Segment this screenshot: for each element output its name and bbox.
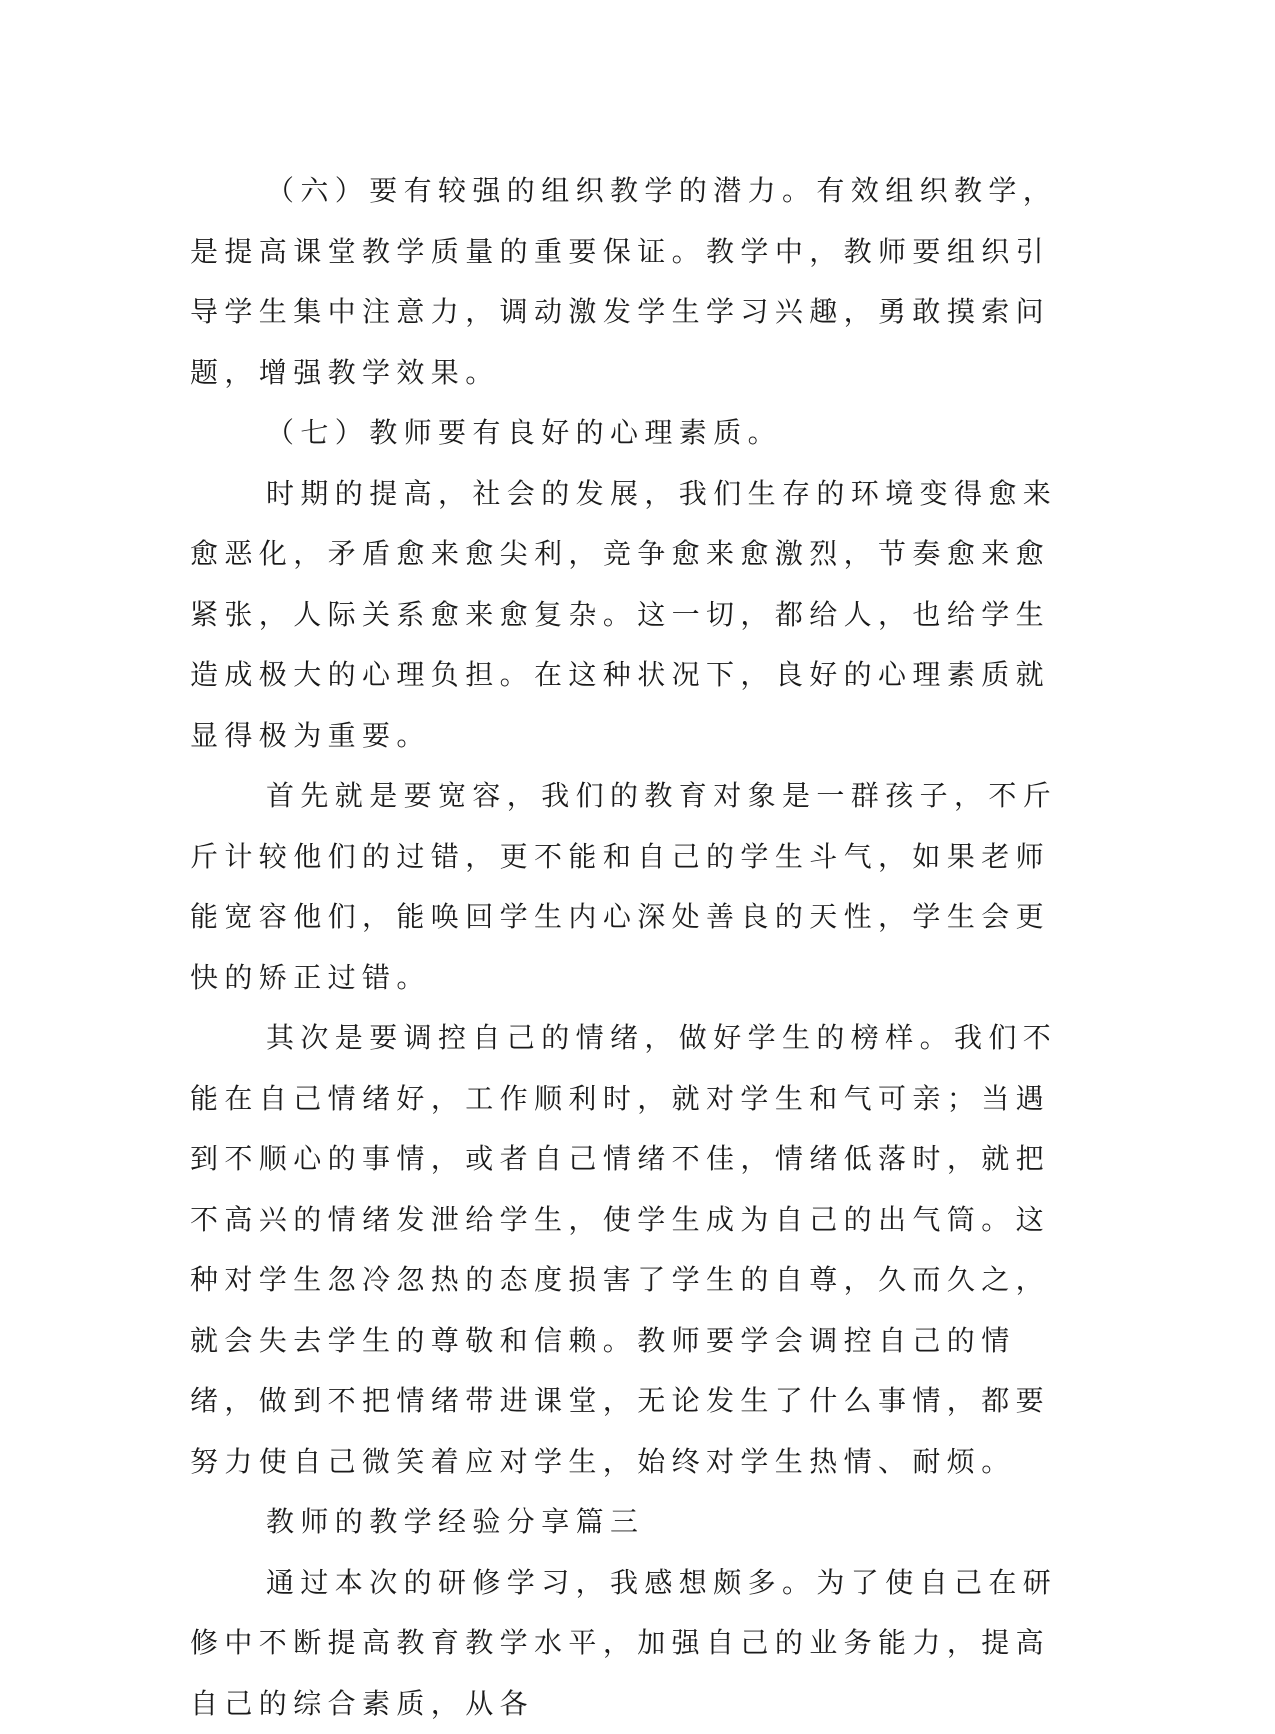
paragraph-psychological-quality	[190, 403, 1080, 464]
text-line: 久而久之，就会失去学生的尊敬和信赖。教师要学会调控自己的情绪	[190, 1263, 1050, 1417]
text-line: 的过错，更不能和自己的学生斗气，如果老师能宽容他们，能唤回学	[190, 840, 1050, 934]
paragraph-era-development	[190, 464, 1080, 767]
text-line: 通过本次的研修学习，我感想颇多。为了使自己在研修中不断提	[190, 1566, 1057, 1660]
text-line: 绪好，工作顺利时，就对学生和气可亲；当遇到不顺心的事情，或者	[190, 1082, 1050, 1176]
text-line: 自己情绪不佳，情绪低落时，就把不高兴的情绪发泄给学生，使学生	[190, 1142, 1050, 1236]
document-body	[190, 161, 1080, 1734]
paragraph-tolerance	[190, 766, 1080, 1008]
text-line: 教师的教学经验分享篇三	[266, 1505, 644, 1538]
paragraph-organize-teaching	[190, 161, 1080, 403]
text-line: 首先就是要宽容，我们的教育对象是一群孩子，不斤斤计较他们	[190, 779, 1057, 873]
section-heading	[190, 1492, 1080, 1553]
text-line: 动激发学生学习兴趣，勇敢摸索问题，增强教学效果。	[190, 295, 1050, 389]
text-line: 复杂。这一切，都给人，也给学生造成极大的心理负担。在这种状况	[190, 598, 1050, 692]
text-line: 其次是要调控自己的情绪，做好学生的榜样。我们不能在自己情	[190, 1021, 1057, 1115]
text-line: 生内心深处善良的天性，学生会更快的矫正过错。	[190, 900, 1050, 994]
text-line: 教学质量的重要保证。教学中，教师要组织引导学生集中注意力，调	[190, 235, 1050, 329]
text-line: 时期的提高，社会的发展，我们生存的环境变得愈来愈恶化，矛	[190, 477, 1057, 571]
text-line: 高教育教学水平，加强自己的业务能力，提高自己的综合素质，从各	[190, 1626, 1050, 1720]
text-line: 下，良好的心理素质就显得极为重要。	[190, 658, 1050, 752]
text-line: 笑着应对学生，始终对学生热情、耐烦。	[396, 1445, 1015, 1478]
text-line: 盾愈来愈尖利，竞争愈来愈激烈，节奏愈来愈紧张，人际关系愈来愈	[190, 537, 1050, 631]
text-line: （六）要有较强的组织教学的潜力。有效组织教学，是提高课堂	[190, 174, 1057, 268]
text-line: ，做到不把情绪带进课堂，无论发生了什么事情，都要努力使自己微	[190, 1384, 1050, 1478]
paragraph-training-reflection	[190, 1553, 1080, 1734]
paragraph-emotion-control	[190, 1008, 1080, 1492]
text-line: 成为自己的出气筒。这种对学生忽冷忽热的态度损害了学生的自尊，	[190, 1203, 1050, 1297]
text-line: （七）教师要有良好的心理素质。	[266, 416, 782, 449]
